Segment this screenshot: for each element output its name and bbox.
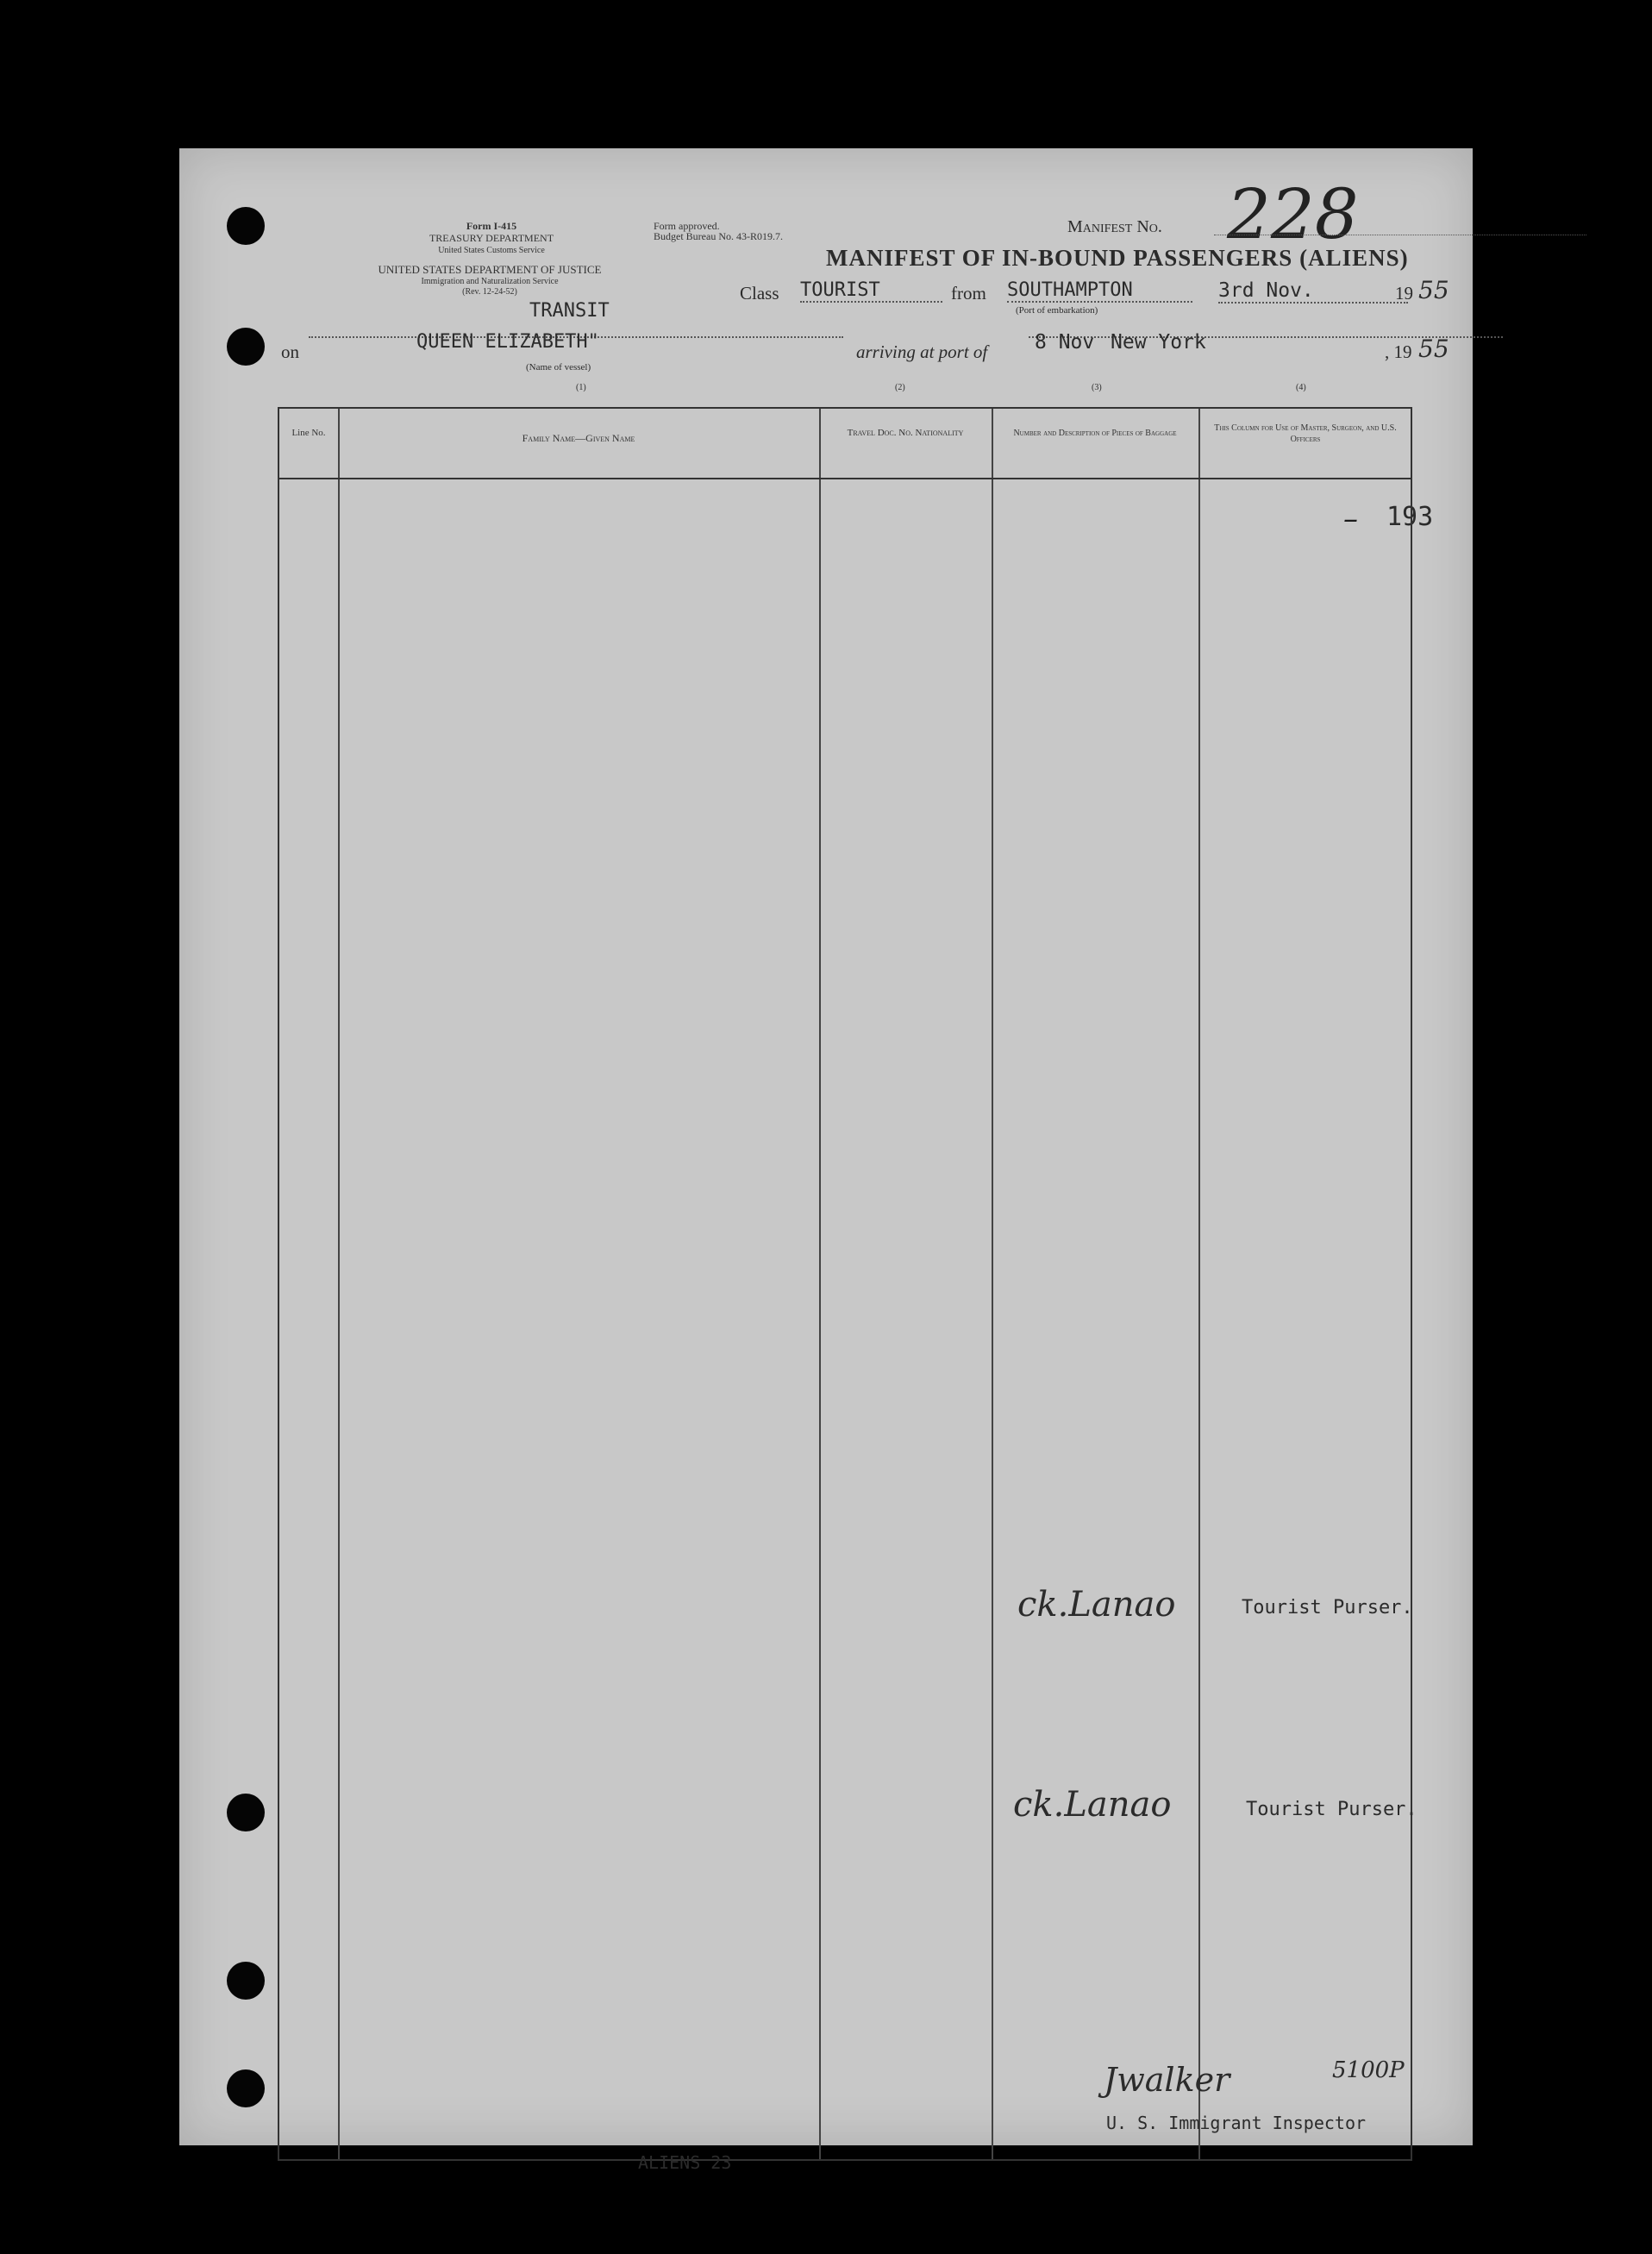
col-num-1: (1) — [576, 383, 586, 392]
vessel-caption: (Name of vessel) — [526, 362, 591, 373]
col-head-line: Line No. — [291, 428, 326, 438]
col-divider — [819, 409, 821, 2159]
punch-hole — [227, 2069, 265, 2107]
purser-note-1: Tourist Purser. — [1242, 1597, 1413, 1618]
inspector-code: 5100P — [1332, 2057, 1405, 2083]
approved-label: Form approved. — [654, 220, 720, 232]
treasury-label: TREASURY DEPARTMENT — [429, 232, 554, 244]
vessel-name: QUEEN ELIZABETH" — [416, 331, 599, 353]
arrival-year-prefix: , 19 — [1385, 341, 1412, 362]
on-label: on — [281, 341, 299, 362]
budget-label: Budget Bureau No. 43-R019.7. — [654, 230, 783, 242]
arriving-label: arriving at port of — [856, 341, 988, 362]
year-value: 55 — [1418, 276, 1449, 304]
year-prefix: 19 — [1395, 283, 1413, 304]
purser-signature: ck.Lanao — [1017, 1585, 1176, 1625]
port-embark-caption: (Port of embarkation) — [1016, 305, 1098, 316]
purser-note-2: Tourist Purser. — [1246, 1799, 1417, 1820]
footer-aliens-count: ALIENS 23 — [638, 2152, 732, 2173]
col-num-3: (3) — [1092, 383, 1102, 392]
date-value: 3rd Nov. — [1218, 279, 1408, 304]
col-divider — [1198, 409, 1200, 2159]
col-num-2: (2) — [895, 383, 905, 392]
purser-signature: ck.Lanao — [1013, 1785, 1172, 1825]
inspector-signature: Jwalker — [1104, 2061, 1230, 2099]
manifest-number: 228 — [1227, 174, 1359, 254]
punch-hole — [227, 207, 265, 245]
ins-label: Immigration and Naturalization Service — [421, 277, 559, 286]
col-num-4: (4) — [1296, 383, 1306, 392]
arrival-port: New York — [1111, 331, 1206, 354]
col-divider — [338, 409, 340, 2159]
passenger-table — [278, 407, 1412, 2161]
justice-label: UNITED STATES DEPARTMENT OF JUSTICE — [378, 263, 602, 276]
col-head-officers: This Column for Use of Master, Surgeon, and U.S. Officers — [1214, 423, 1397, 444]
punch-hole — [227, 1962, 265, 2000]
count-mark: 193 — [1386, 502, 1434, 532]
col-head-baggage: Number and Description of Pieces of Baggage — [1013, 429, 1177, 438]
manifest-title: MANIFEST OF IN-BOUND PASSENGERS (ALIENS) — [826, 245, 1409, 271]
rev-label: (Rev. 12-24-52) — [462, 287, 517, 297]
inspector-label: U. S. Immigrant Inspector — [1106, 2113, 1367, 2133]
class-label: Class — [740, 283, 779, 304]
col-head-doc: Travel Doc. No. Nationality — [847, 428, 964, 438]
arrival-year: 55 — [1418, 335, 1449, 363]
arrival-date: 8 Nov — [1035, 331, 1095, 354]
header-rule — [279, 478, 1411, 479]
from-value: SOUTHAMPTON — [1007, 279, 1192, 303]
manifest-no-label: Manifest No. — [1067, 217, 1162, 236]
from-label: from — [951, 283, 986, 304]
transit-label: TRANSIT — [529, 300, 610, 322]
margin-dash: – — [1343, 502, 1358, 536]
punch-hole — [227, 328, 265, 366]
col-head-name: Family Name—Given Name — [522, 432, 635, 444]
punch-hole — [227, 1794, 265, 1831]
class-value: TOURIST — [800, 279, 942, 303]
col-divider — [992, 409, 993, 2159]
form-number: Form I-415 — [466, 220, 517, 232]
customs-label: United States Customs Service — [438, 246, 545, 255]
